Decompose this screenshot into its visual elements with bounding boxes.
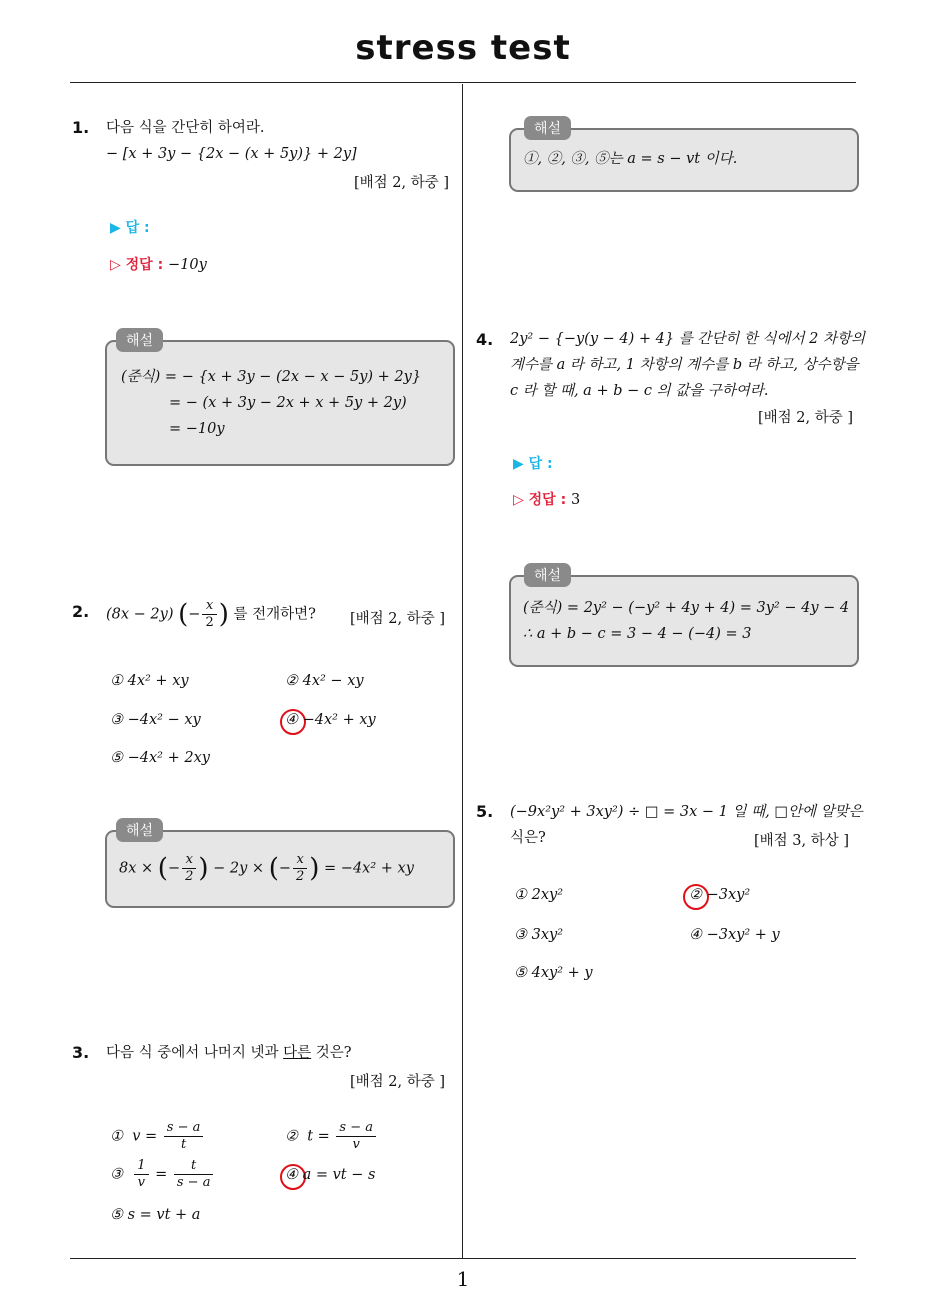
q3-opt3-marker: ③: [110, 1166, 123, 1183]
q5-option-1[interactable]: ① 2xy²: [514, 887, 564, 903]
q4-line-3: c 라 할 때, a + b − c 의 값을 구하여라.: [510, 383, 769, 399]
q2-exp-line: 8x × (− $\frac{x}{2}$ ) − 2y × (− $\frac{x}{2}$ ) = −4x² + xy: [119, 852, 414, 884]
q1-correct-value: −10y: [168, 257, 207, 273]
q5-option-2[interactable]: ② −3xy²: [689, 887, 751, 903]
q1-exp-line-1: (준식) = − {x + 3y − (2x − x − 5y) + 2y}: [121, 369, 422, 385]
q4-exp-line-2: ∴ a + b − c = 3 − 4 − (−4) = 3: [523, 626, 752, 642]
q4-correct-answer: [513, 489, 580, 509]
q2-exp-frac1-den: 2: [185, 869, 194, 884]
q2-text: (8x − 2y) (− $\frac{x}{2}$ ) 를 전개하면?: [106, 598, 316, 630]
q3-explanation-tag: 해설: [524, 116, 571, 140]
q1-correct-answer: [110, 254, 207, 274]
q2-exp-part-3: = −4x² + xy: [324, 860, 414, 877]
q3-opt3-eq: =: [155, 1166, 168, 1183]
q2-question: 를 전개하면?: [233, 606, 316, 623]
q2-exp-frac2-den: 2: [296, 869, 305, 884]
q2-frac-den: 2: [205, 615, 214, 630]
q3-option-1[interactable]: [110, 1120, 205, 1153]
q1-number: 1.: [72, 118, 90, 137]
q2-option-3[interactable]: ③ −4x² − xy: [110, 712, 201, 728]
q2-exp-part-2: − 2y ×: [213, 860, 265, 877]
q2-number: 2.: [72, 602, 90, 621]
page-title: stress test: [355, 28, 571, 68]
q4-explanation-box: [509, 568, 859, 667]
q3-opt1-marker: ①: [110, 1128, 123, 1145]
q3-text-underlined: 다른: [283, 1045, 312, 1061]
q1-answer-label: ▶ 답 :: [110, 220, 150, 236]
q3-option-4[interactable]: ④ a = vt − s: [285, 1167, 376, 1183]
q1-exp-line-2: = − (x + 3y − 2x + x + 5y + 2y): [169, 395, 407, 411]
q5-line-2: 식은?: [510, 830, 546, 846]
q3-meta: [배점 2, 하중 ]: [350, 1074, 446, 1090]
q4-meta: [배점 2, 하중 ]: [758, 410, 854, 426]
q5-option-4[interactable]: ④ −3xy² + y: [689, 927, 780, 943]
q3-opt2-den: v: [352, 1137, 360, 1152]
q2-exp-frac1-num: x: [182, 852, 196, 869]
page-number: 1: [456, 1267, 470, 1291]
q3-opt1-den: t: [180, 1137, 187, 1152]
q2-exp-part-1: 8x ×: [119, 860, 154, 877]
q3-option-5[interactable]: ⑤ s = vt + a: [110, 1207, 201, 1223]
q3-opt3-den: s − a: [176, 1175, 211, 1190]
q2-explanation-tag: 해설: [116, 818, 163, 842]
q3-opt2-lhs: t =: [307, 1128, 330, 1145]
column-divider: [462, 84, 463, 1259]
q3-opt2-num: s − a: [336, 1120, 376, 1137]
q2-explanation-box: [105, 823, 455, 908]
q3-opt3-lden: v: [137, 1175, 146, 1190]
q1-exp-line-3: = −10y: [169, 421, 225, 437]
q3-opt3-lnum: 1: [134, 1158, 148, 1175]
q3-opt1-lhs: v =: [132, 1128, 158, 1145]
q4-answer-label: ▶ 답 :: [513, 456, 553, 472]
q3-opt2-marker: ②: [285, 1128, 298, 1145]
q1-meta: [배점 2, 하중 ]: [354, 175, 450, 191]
q3-option-3[interactable]: [110, 1158, 215, 1191]
q1-correct-label: ▷ 정답 :: [110, 257, 164, 273]
q2-option-2[interactable]: ② 4x² − xy: [285, 673, 364, 689]
q4-exp-line-1: (준식) = 2y² − (−y² + 4y + 4) = 3y² − 4y − 4: [523, 600, 850, 616]
q1-expression: − [x + 3y − {2x − (x + 5y)} + 2y]: [106, 146, 357, 162]
q3-text: [106, 1040, 352, 1066]
q4-explanation-tag: 해설: [524, 563, 571, 587]
q3-opt3-num: t: [174, 1158, 214, 1175]
q3-text-b: 것은?: [315, 1045, 352, 1061]
q4-number: 4.: [476, 330, 494, 349]
q4-correct-label: ▷ 정답 :: [513, 492, 567, 508]
q2-meta: [배점 2, 하중 ]: [350, 611, 446, 627]
q3-explanation-box: [509, 121, 859, 192]
q3-opt1-num: s − a: [164, 1120, 204, 1137]
q2-option-1[interactable]: ① 4x² + xy: [110, 673, 189, 689]
q1-text: 다음 식을 간단히 하여라.: [106, 120, 265, 136]
footer-divider: [70, 1258, 856, 1259]
q2-option-4[interactable]: ④ −4x² + xy: [285, 712, 376, 728]
q1-explanation-tag: 해설: [116, 328, 163, 352]
q4-line-2: 계수를 a 라 하고, 1 차항의 계수를 b 라 하고, 상수항을: [510, 357, 859, 373]
q3-text-a: 다음 식 중에서 나머지 넷과: [106, 1045, 279, 1061]
q2-expr-prefix: (8x − 2y): [106, 606, 174, 623]
q4-correct-value: 3: [571, 492, 581, 508]
q2-exp-frac2-num: x: [293, 852, 307, 869]
q2-option-5[interactable]: ⑤ −4x² + 2xy: [110, 750, 210, 766]
q2-frac-num: x: [202, 598, 216, 615]
header-divider: [70, 82, 856, 83]
q1-explanation-box: [105, 333, 455, 466]
q5-option-5[interactable]: ⑤ 4xy² + y: [514, 965, 593, 981]
q5-meta: [배점 3, 하상 ]: [754, 833, 850, 849]
q5-line-1: (−9x²y² + 3xy²) ÷ □ = 3x − 1 일 때, □안에 알맞은: [510, 804, 863, 820]
q5-number: 5.: [476, 802, 494, 821]
q3-option-2[interactable]: [285, 1120, 378, 1153]
q3-number: 3.: [72, 1043, 90, 1062]
q5-option-3[interactable]: ③ 3xy²: [514, 927, 564, 943]
q4-line-1: 2y² − {−y(y − 4) + 4} 를 간단히 한 식에서 2 차항의: [510, 331, 866, 347]
q3-exp-line: ①, ②, ③, ⑤는 a = s − vt 이다.: [523, 151, 738, 167]
